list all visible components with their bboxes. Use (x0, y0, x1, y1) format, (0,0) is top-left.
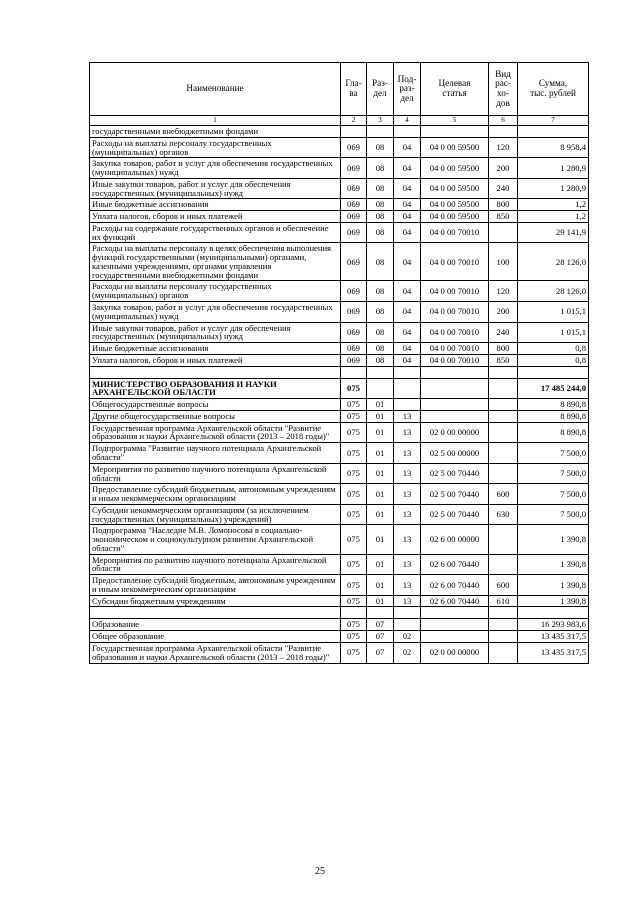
table-row (90, 484, 589, 505)
row-vid-cell: 200 (489, 302, 518, 323)
table-row (90, 504, 589, 525)
row-name-cell: Расходы на содержание государственных органов и обеспечение их функций (90, 222, 341, 243)
row-target-cell: 02 6 00 00000 (421, 525, 489, 554)
row-vid-cell (489, 631, 518, 643)
row-razdel-cell: 08 (367, 322, 394, 343)
row-podrazdel-cell (394, 399, 421, 411)
row-vid-cell: 610 (489, 595, 518, 607)
row-razdel-cell: 01 (367, 463, 394, 484)
row-glava-cell: 075 (341, 378, 367, 399)
row-glava-cell: 069 (341, 302, 367, 323)
row-sum-cell: 8 890,8 (518, 422, 589, 443)
row-name-cell: Мероприятия по развитию научного потенциала Архангельской области (90, 463, 341, 484)
row-glava-cell: 069 (341, 322, 367, 343)
table-row (90, 178, 589, 199)
row-podrazdel-cell: 13 (394, 484, 421, 505)
row-podrazdel-cell: 04 (394, 137, 421, 158)
table-row (90, 525, 589, 554)
row-razdel-cell: 08 (367, 281, 394, 302)
row-target-cell: 04 0 00 59500 (421, 211, 489, 223)
table-row (90, 410, 589, 422)
empty-cell (367, 366, 394, 378)
row-glava-cell: 075 (341, 619, 367, 631)
row-vid-cell: 240 (489, 322, 518, 343)
row-target-cell: 04 0 00 70010 (421, 222, 489, 243)
table-row (90, 302, 589, 323)
row-target-cell: 04 0 00 70010 (421, 281, 489, 302)
row-podrazdel-cell: 13 (394, 463, 421, 484)
row-razdel-cell: 07 (367, 642, 394, 663)
row-podrazdel-cell: 13 (394, 554, 421, 575)
row-sum-cell: 1,2 (518, 199, 589, 211)
row-glava-cell: 075 (341, 443, 367, 464)
empty-cell (367, 607, 394, 619)
row-vid-cell (489, 619, 518, 631)
row-target-cell: 02 5 00 70440 (421, 463, 489, 484)
row-razdel-cell: 08 (367, 137, 394, 158)
table-row (90, 378, 589, 399)
row-name-cell: Государственная программа Архангельской области "Развитие образования и науки Архангельской области (2013 – 2018 годы)" (90, 422, 341, 443)
table-row (90, 631, 589, 643)
row-name-cell: государственными внебюджетными фондами (90, 126, 341, 138)
row-vid-cell (489, 422, 518, 443)
row-name-cell: Предоставление субсидий бюджетным, автономным учреждениям и иным некоммерческим организациям (90, 484, 341, 505)
row-target-cell: 02 6 00 70440 (421, 595, 489, 607)
table-body (90, 126, 589, 664)
column-number: 7 (518, 116, 589, 126)
header-sum: Сумма, тыс. рублей (518, 63, 589, 116)
row-razdel-cell: 01 (367, 410, 394, 422)
header-name: Наименование (90, 63, 341, 116)
empty-cell (90, 607, 341, 619)
row-sum-cell: 16 293 983,6 (518, 619, 589, 631)
column-number: 2 (341, 116, 367, 126)
row-vid-cell (489, 443, 518, 464)
row-vid-cell: 120 (489, 137, 518, 158)
row-podrazdel-cell (394, 619, 421, 631)
row-vid-cell: 200 (489, 158, 518, 179)
row-sum-cell: 7 500,0 (518, 484, 589, 505)
row-name-cell: Субсидии бюджетным учреждениям (90, 595, 341, 607)
row-glava-cell: 069 (341, 211, 367, 223)
row-name-cell: Общегосударственные вопросы (90, 399, 341, 411)
header-target: Целевая статья (421, 63, 489, 116)
header-row (90, 63, 589, 116)
table-row (90, 422, 589, 443)
table-row (90, 642, 589, 663)
header-glava: Гла- ва (341, 63, 367, 116)
row-sum-cell: 1 015,1 (518, 302, 589, 323)
row-target-cell (421, 631, 489, 643)
row-razdel-cell: 08 (367, 178, 394, 199)
row-glava-cell: 069 (341, 199, 367, 211)
budget-table (89, 62, 589, 664)
row-target-cell: 04 0 00 70010 (421, 354, 489, 366)
row-vid-cell: 600 (489, 484, 518, 505)
row-name-cell: Государственная программа Архангельской области "Развитие образования и науки Архангельской области (2013 – 2018 годы)" (90, 642, 341, 663)
row-podrazdel-cell: 13 (394, 525, 421, 554)
row-vid-cell: 240 (489, 178, 518, 199)
row-podrazdel-cell: 04 (394, 354, 421, 366)
row-target-cell (421, 399, 489, 411)
row-glava-cell: 069 (341, 354, 367, 366)
row-glava-cell: 075 (341, 631, 367, 643)
empty-cell (518, 607, 589, 619)
column-number: 1 (90, 116, 341, 126)
row-sum-cell: 1 280,9 (518, 158, 589, 179)
row-sum-cell: 1 390,8 (518, 554, 589, 575)
table-row (90, 595, 589, 607)
table-row (90, 575, 589, 596)
row-glava-cell: 069 (341, 222, 367, 243)
row-vid-cell: 800 (489, 199, 518, 211)
row-vid-cell (489, 378, 518, 399)
row-target-cell (421, 619, 489, 631)
row-razdel-cell: 01 (367, 525, 394, 554)
empty-cell (489, 607, 518, 619)
row-target-cell: 04 0 00 70010 (421, 343, 489, 355)
row-target-cell: 02 0 00 00000 (421, 422, 489, 443)
row-name-cell: Предоставление субсидий бюджетным, автономным учреждениям и иным некоммерческим организациям (90, 575, 341, 596)
empty-cell (421, 366, 489, 378)
row-razdel-cell: 08 (367, 158, 394, 179)
table-row (90, 126, 589, 138)
row-razdel-cell: 01 (367, 504, 394, 525)
row-vid-cell: 100 (489, 243, 518, 281)
row-sum-cell: 8 890,8 (518, 410, 589, 422)
row-sum-cell: 1 390,8 (518, 525, 589, 554)
row-target-cell: 04 0 00 59500 (421, 137, 489, 158)
row-razdel-cell: 01 (367, 484, 394, 505)
header-vid: Вид рас- хо- дов (489, 63, 518, 116)
row-glava-cell: 075 (341, 595, 367, 607)
row-target-cell: 04 0 00 70010 (421, 243, 489, 281)
empty-cell (394, 607, 421, 619)
table-row (90, 243, 589, 281)
row-glava-cell: 075 (341, 463, 367, 484)
row-sum-cell: 28 126,0 (518, 243, 589, 281)
row-target-cell: 04 0 00 70010 (421, 302, 489, 323)
row-razdel-cell: 01 (367, 399, 394, 411)
table-row (90, 619, 589, 631)
row-target-cell (421, 126, 489, 138)
row-razdel-cell: 08 (367, 222, 394, 243)
row-sum-cell: 7 500,0 (518, 504, 589, 525)
row-target-cell (421, 378, 489, 399)
row-glava-cell: 069 (341, 178, 367, 199)
row-vid-cell: 850 (489, 354, 518, 366)
empty-cell (90, 366, 341, 378)
row-target-cell: 02 6 00 70440 (421, 554, 489, 575)
row-podrazdel-cell: 04 (394, 158, 421, 179)
row-sum-cell: 7 500,0 (518, 463, 589, 484)
row-podrazdel-cell: 13 (394, 575, 421, 596)
row-target-cell: 02 5 00 70440 (421, 504, 489, 525)
row-sum-cell: 8 890,8 (518, 399, 589, 411)
row-target-cell: 02 6 00 70440 (421, 575, 489, 596)
column-number-row (90, 116, 589, 126)
row-razdel-cell (367, 126, 394, 138)
row-podrazdel-cell (394, 126, 421, 138)
row-razdel-cell: 07 (367, 631, 394, 643)
row-glava-cell: 075 (341, 525, 367, 554)
table-row (90, 554, 589, 575)
row-vid-cell: 600 (489, 575, 518, 596)
row-vid-cell: 850 (489, 211, 518, 223)
blank-row (90, 366, 589, 378)
row-sum-cell (518, 126, 589, 138)
row-razdel-cell: 07 (367, 619, 394, 631)
row-glava-cell: 075 (341, 504, 367, 525)
empty-cell (341, 607, 367, 619)
row-name-cell: Расходы на выплаты персоналу в целях обеспечения выполнения функций государственными (муниципальными) органами, казенными учреждениями, органами управления государственными внебюджетными фондами (90, 243, 341, 281)
row-sum-cell: 1 280,9 (518, 178, 589, 199)
row-name-cell: Подпрограмма "Развитие научного потенциала Архангельской области" (90, 443, 341, 464)
empty-cell (518, 366, 589, 378)
row-vid-cell: 630 (489, 504, 518, 525)
row-podrazdel-cell: 04 (394, 302, 421, 323)
row-glava-cell: 069 (341, 243, 367, 281)
row-podrazdel-cell: 13 (394, 422, 421, 443)
row-sum-cell: 1 015,1 (518, 322, 589, 343)
row-sum-cell: 17 485 244,0 (518, 378, 589, 399)
row-razdel-cell: 08 (367, 354, 394, 366)
row-vid-cell (489, 126, 518, 138)
row-vid-cell (489, 525, 518, 554)
row-sum-cell: 1 390,8 (518, 575, 589, 596)
row-podrazdel-cell: 04 (394, 243, 421, 281)
row-podrazdel-cell: 04 (394, 199, 421, 211)
row-glava-cell: 075 (341, 642, 367, 663)
row-podrazdel-cell: 13 (394, 504, 421, 525)
table-row (90, 322, 589, 343)
row-name-cell: Иные закупки товаров, работ и услуг для обеспечения государственных (муниципальных) нужд (90, 178, 341, 199)
row-name-cell: Расходы на выплаты персоналу государственных (муниципальных) органов (90, 137, 341, 158)
row-podrazdel-cell: 13 (394, 595, 421, 607)
row-podrazdel-cell: 04 (394, 281, 421, 302)
row-vid-cell (489, 554, 518, 575)
table-row (90, 463, 589, 484)
row-podrazdel-cell: 02 (394, 642, 421, 663)
row-razdel-cell: 01 (367, 422, 394, 443)
table-row (90, 343, 589, 355)
empty-cell (341, 366, 367, 378)
row-vid-cell (489, 463, 518, 484)
row-glava-cell: 069 (341, 343, 367, 355)
row-vid-cell (489, 222, 518, 243)
row-podrazdel-cell: 04 (394, 211, 421, 223)
row-name-cell: Уплата налогов, сборов и иных платежей (90, 211, 341, 223)
row-glava-cell (341, 126, 367, 138)
row-name-cell: Расходы на выплаты персоналу государственных (муниципальных) органов (90, 281, 341, 302)
row-sum-cell: 28 126,0 (518, 281, 589, 302)
row-name-cell: Другие общегосударственные вопросы (90, 410, 341, 422)
table-row (90, 281, 589, 302)
table-row (90, 399, 589, 411)
row-sum-cell: 29 141,9 (518, 222, 589, 243)
row-vid-cell (489, 399, 518, 411)
row-glava-cell: 075 (341, 575, 367, 596)
row-name-cell: Уплата налогов, сборов и иных платежей (90, 354, 341, 366)
header-razdel: Раз- дел (367, 63, 394, 116)
row-sum-cell: 7 500,0 (518, 443, 589, 464)
row-name-cell: Субсидии некоммерческим организациям (за исключением государственных (муниципальных) учреждений) (90, 504, 341, 525)
row-podrazdel-cell: 13 (394, 443, 421, 464)
row-sum-cell: 0,8 (518, 343, 589, 355)
row-name-cell: Образование (90, 619, 341, 631)
row-name-cell: Закупка товаров, работ и услуг для обеспечения государственных (муниципальных) нужд (90, 158, 341, 179)
row-target-cell: 04 0 00 59500 (421, 158, 489, 179)
page-number: 25 (315, 866, 325, 877)
row-razdel-cell (367, 378, 394, 399)
row-target-cell (421, 410, 489, 422)
row-razdel-cell: 01 (367, 443, 394, 464)
row-target-cell: 04 0 00 59500 (421, 178, 489, 199)
row-sum-cell: 0,8 (518, 354, 589, 366)
row-vid-cell (489, 642, 518, 663)
empty-cell (394, 366, 421, 378)
column-number: 3 (367, 116, 394, 126)
table-row (90, 443, 589, 464)
row-sum-cell: 13 435 317,5 (518, 642, 589, 663)
row-glava-cell: 069 (341, 281, 367, 302)
row-name-cell: Мероприятия по развитию научного потенциала Архангельской области (90, 554, 341, 575)
row-glava-cell: 069 (341, 137, 367, 158)
row-target-cell: 04 0 00 59500 (421, 199, 489, 211)
row-name-cell: Подпрограмма "Наследие М.В. Ломоносова в социально-экономическом и социокультурном развитии Архангельской области" (90, 525, 341, 554)
row-razdel-cell: 08 (367, 343, 394, 355)
row-name-cell: Общее образование (90, 631, 341, 643)
table-row (90, 211, 589, 223)
row-glava-cell: 069 (341, 158, 367, 179)
row-name-cell: Иные бюджетные ассигнования (90, 343, 341, 355)
row-razdel-cell: 08 (367, 302, 394, 323)
row-name-cell: Закупка товаров, работ и услуг для обеспечения государственных (муниципальных) нужд (90, 302, 341, 323)
row-glava-cell: 075 (341, 399, 367, 411)
row-name-cell: МИНИСТЕРСТВО ОБРАЗОВАНИЯ И НАУКИ АРХАНГЕЛЬСКОЙ ОБЛАСТИ (90, 378, 341, 399)
row-sum-cell: 1,2 (518, 211, 589, 223)
table-row (90, 222, 589, 243)
row-name-cell: Иные бюджетные ассигнования (90, 199, 341, 211)
row-vid-cell: 800 (489, 343, 518, 355)
table-row (90, 199, 589, 211)
row-razdel-cell: 08 (367, 243, 394, 281)
row-sum-cell: 8 958,4 (518, 137, 589, 158)
table-row (90, 158, 589, 179)
row-glava-cell: 075 (341, 422, 367, 443)
row-vid-cell (489, 410, 518, 422)
row-podrazdel-cell: 04 (394, 322, 421, 343)
row-podrazdel-cell: 02 (394, 631, 421, 643)
row-podrazdel-cell: 04 (394, 222, 421, 243)
table-row (90, 354, 589, 366)
row-vid-cell: 120 (489, 281, 518, 302)
row-podrazdel-cell: 04 (394, 178, 421, 199)
row-target-cell: 02 5 00 70440 (421, 484, 489, 505)
row-podrazdel-cell: 04 (394, 343, 421, 355)
column-number: 6 (489, 116, 518, 126)
row-razdel-cell: 01 (367, 575, 394, 596)
blank-row (90, 607, 589, 619)
row-target-cell: 02 0 00 00000 (421, 642, 489, 663)
row-name-cell: Иные закупки товаров, работ и услуг для обеспечения государственных (муниципальных) нужд (90, 322, 341, 343)
row-razdel-cell: 08 (367, 199, 394, 211)
column-number: 4 (394, 116, 421, 126)
row-razdel-cell: 01 (367, 595, 394, 607)
row-glava-cell: 075 (341, 554, 367, 575)
row-razdel-cell: 01 (367, 554, 394, 575)
row-razdel-cell: 08 (367, 211, 394, 223)
table-row (90, 137, 589, 158)
empty-cell (421, 607, 489, 619)
row-target-cell: 04 0 00 70010 (421, 322, 489, 343)
row-sum-cell: 1 390,8 (518, 595, 589, 607)
empty-cell (489, 366, 518, 378)
row-podrazdel-cell: 13 (394, 410, 421, 422)
column-number: 5 (421, 116, 489, 126)
header-podrazdel: Под- раз- дел (394, 63, 421, 116)
row-target-cell: 02 5 00 00000 (421, 443, 489, 464)
row-sum-cell: 13 435 317,5 (518, 631, 589, 643)
row-glava-cell: 075 (341, 484, 367, 505)
row-glava-cell: 075 (341, 410, 367, 422)
row-podrazdel-cell (394, 378, 421, 399)
